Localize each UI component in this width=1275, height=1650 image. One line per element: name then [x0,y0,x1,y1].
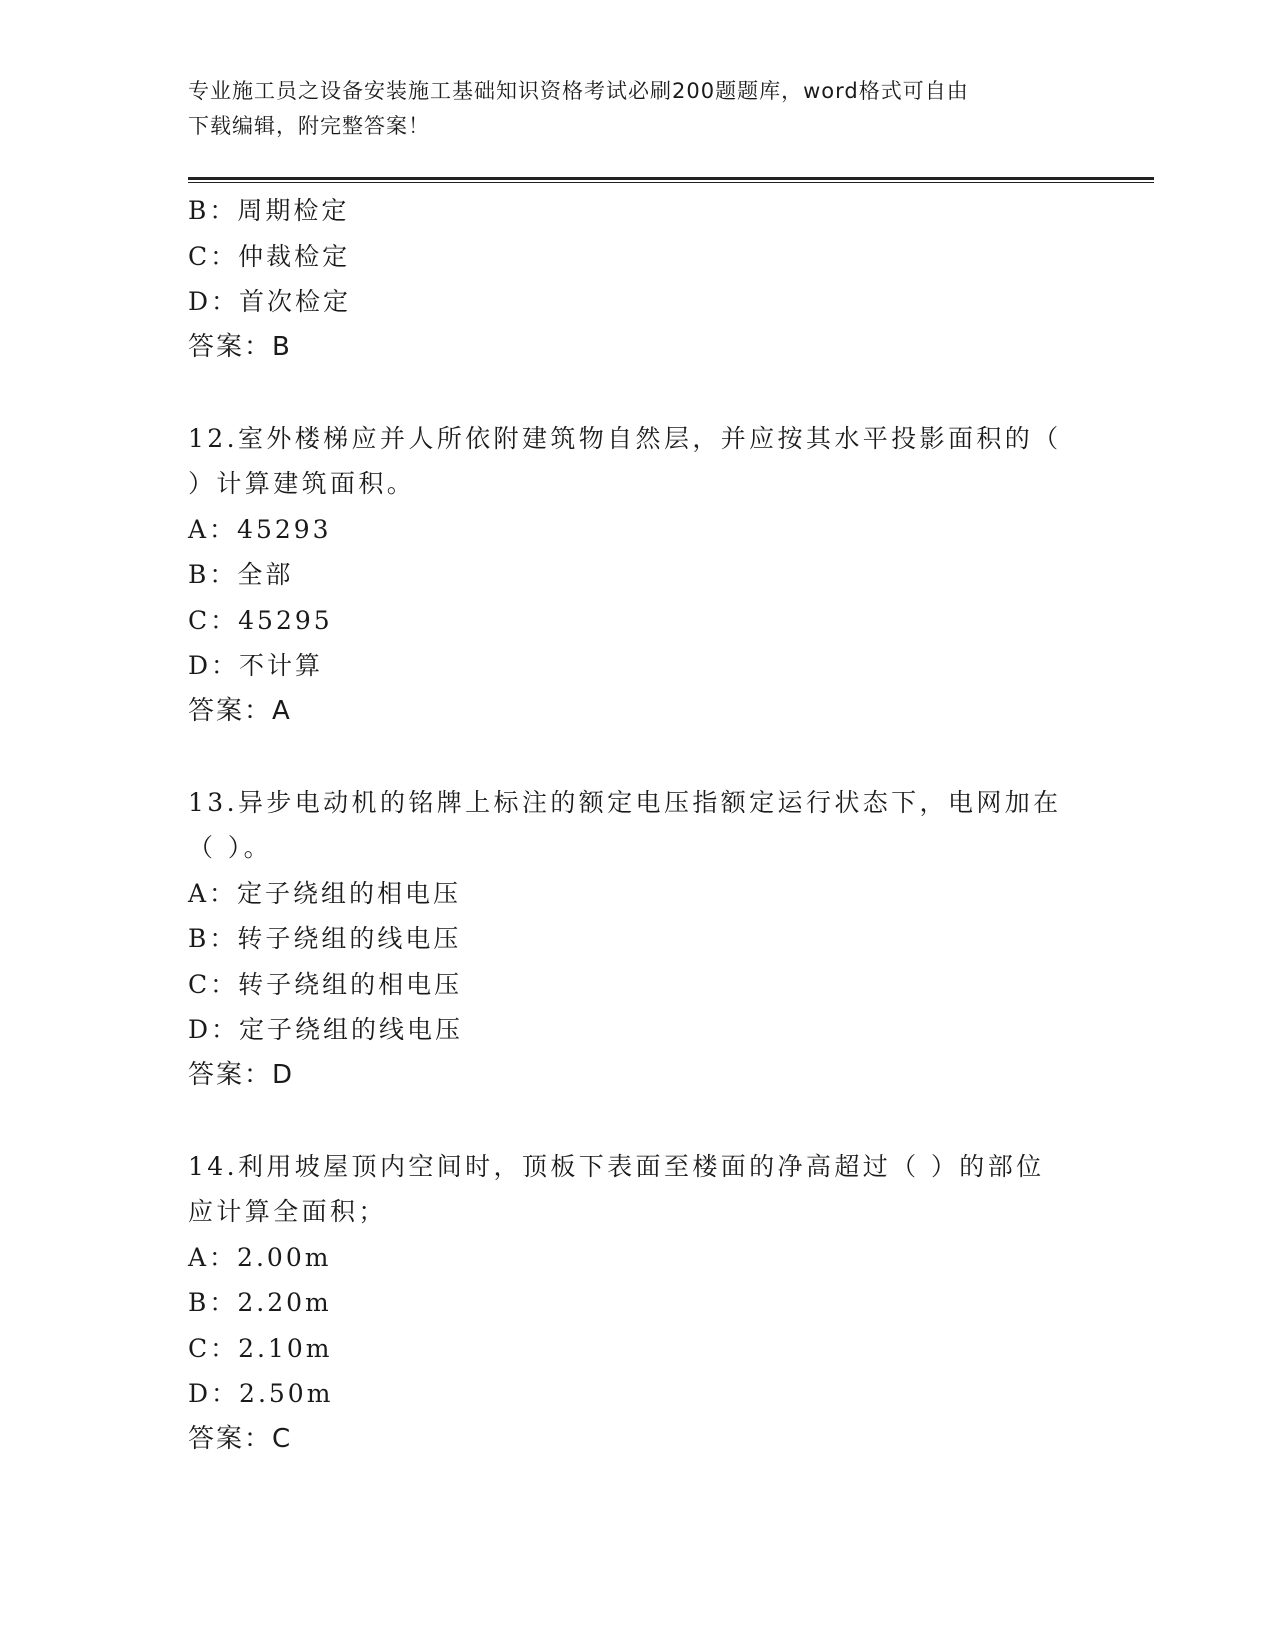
option-d: D：首次检定 [188,287,352,316]
spacer [188,1098,1088,1144]
answer-line: 答案：B [188,331,292,362]
question-stem [188,1144,1088,1235]
option-c: C：45295 [188,605,333,635]
question-block-13 [188,780,1088,1099]
option-c: C：2.10m [188,1333,333,1363]
question-stem [188,416,1088,507]
option-a: A：定子绕组的相电压 [188,878,462,908]
option-d: D：定子绕组的线电压 [188,1015,464,1044]
header-divider-thick [188,177,1154,180]
option-b: B：全部 [188,560,294,589]
option-b: B：周期检定 [188,196,350,225]
option-d: D：2.50m [188,1379,334,1408]
option-d: D：不计算 [188,651,324,680]
option-c: C：转子绕组的相电压 [188,969,463,999]
question-stem-line: （ ）。 [188,833,273,862]
answer-line: 答案：A [188,695,292,726]
question-stem-line: ）计算建筑面积。 [188,469,416,498]
spacer [188,734,1088,780]
option-a: A：2.00m [188,1242,332,1272]
question-stem-line: 12.室外楼梯应并人所依附建筑物自然层，并应按其水平投影面积的（ [188,423,1062,453]
previous-question-block [188,188,1088,370]
header-line-1: 专业施工员之设备安装施工基础知识资格考试必刷200题题库，word格式可自由 [188,79,969,103]
answer-line: 答案：C [188,1423,293,1454]
question-stem-line: 14.利用坡屋顶内空间时，顶板下表面至楼面的净高超过（ ）的部位 [188,1151,1045,1181]
header-divider-thin [188,182,1154,183]
question-block-12 [188,416,1088,735]
question-stem-line: 13.异步电动机的铭牌上标注的额定电压指额定运行状态下，电网加在 [188,787,1062,817]
document-header [188,74,1068,144]
question-content [188,188,1088,1462]
header-line-2: 下载编辑，附完整答案！ [188,114,430,138]
option-c: C：仲裁检定 [188,241,351,271]
option-a: A：45293 [188,514,332,544]
question-stem [188,780,1088,871]
option-b: B：2.20m [188,1288,332,1317]
question-block-14 [188,1144,1088,1463]
spacer [188,370,1088,416]
question-stem-line: 应计算全面积； [188,1197,387,1226]
option-b: B：转子绕组的线电压 [188,924,462,953]
answer-line: 答案：D [188,1059,295,1090]
